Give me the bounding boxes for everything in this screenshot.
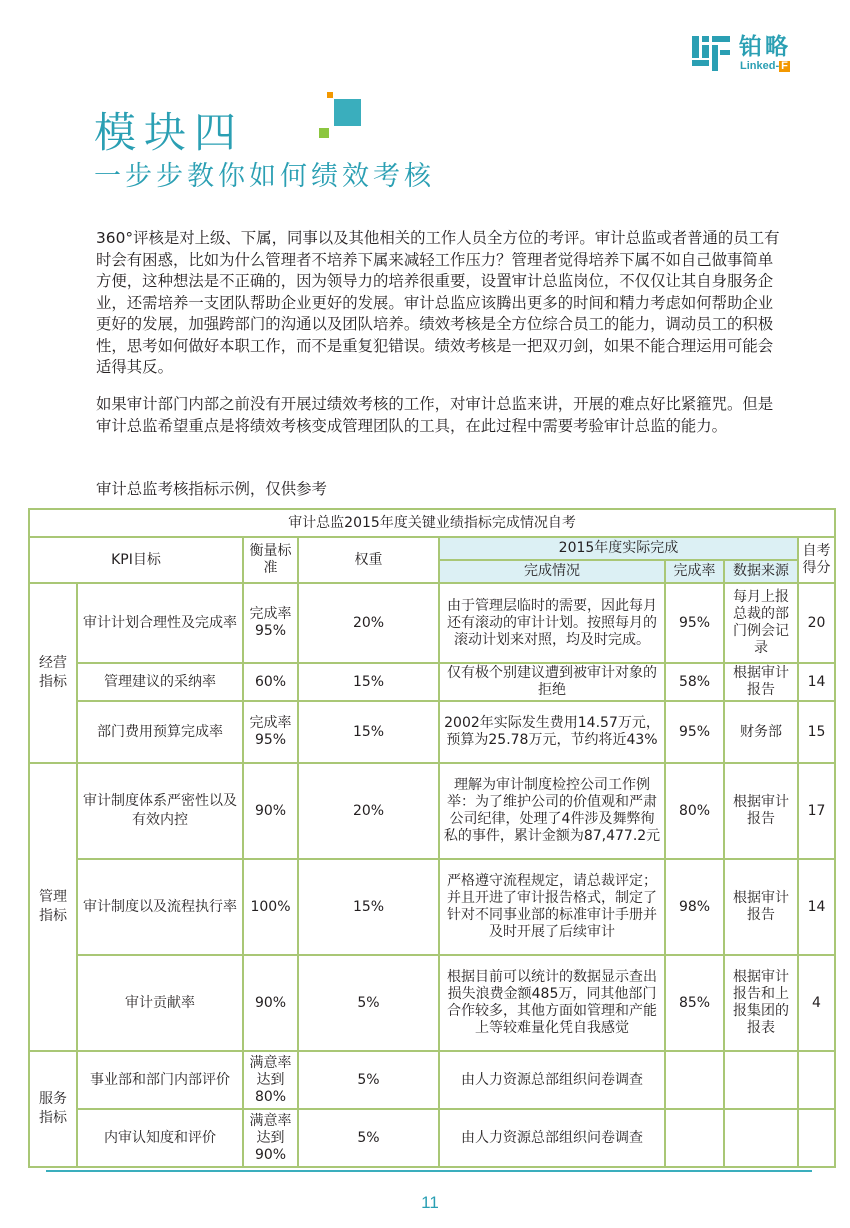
page-subtitle: 一步步教你如何绩效考核 xyxy=(94,161,435,192)
brand-logo xyxy=(692,34,812,74)
page-number: 11 xyxy=(421,1193,439,1212)
kpi-score xyxy=(798,1109,835,1167)
kpi-status: 理解为审计制度检控公司工作例举：为了维护公司的价值观和严肃公司纪律，处理了4件涉及舞弊徇私的事件，累计金额为87,477.2元 xyxy=(439,763,665,859)
kpi-source: 每月上报总裁的部门例会记录 xyxy=(724,583,798,663)
kpi-rate: 85% xyxy=(665,955,724,1051)
table-row xyxy=(29,955,835,1051)
kpi-score: 4 xyxy=(798,955,835,1051)
kpi-target: 审计计划合理性及完成率 xyxy=(77,583,243,663)
deco-square-large xyxy=(334,99,361,126)
kpi-weight: 15% xyxy=(298,701,439,763)
kpi-status: 由人力资源总部组织问卷调查 xyxy=(439,1051,665,1109)
kpi-standard: 完成率95% xyxy=(243,583,298,663)
kpi-source xyxy=(724,1051,798,1109)
header-kpi: KPI目标 xyxy=(29,537,243,583)
kpi-rate xyxy=(665,1051,724,1109)
table-title-row xyxy=(29,509,835,537)
header-self-score: 自考得分 xyxy=(798,537,835,583)
table-row xyxy=(29,763,835,859)
kpi-score: 15 xyxy=(798,701,835,763)
kpi-rate: 95% xyxy=(665,583,724,663)
deco-square-small-top xyxy=(327,92,333,98)
table-caption: 审计总监考核指标示例，仅供参考 xyxy=(96,480,327,498)
kpi-status: 由于管理层临时的需要，因此每月还有滚动的审计计划。按照每月的滚动计划来对照，均及时完成。 xyxy=(439,583,665,663)
table-row xyxy=(29,1051,835,1109)
kpi-standard: 90% xyxy=(243,955,298,1051)
kpi-target: 内审认知度和评价 xyxy=(77,1109,243,1167)
table-row xyxy=(29,1109,835,1167)
kpi-weight: 15% xyxy=(298,859,439,955)
kpi-target: 审计制度以及流程执行率 xyxy=(77,859,243,955)
kpi-rate: 58% xyxy=(665,663,724,701)
kpi-source: 根据审计报告和上报集团的报表 xyxy=(724,955,798,1051)
kpi-standard: 满意率达到90% xyxy=(243,1109,298,1167)
kpi-status: 根据目前可以统计的数据显示查出损失浪费金额485万，同其他部门合作较多，其他方面如管理和产能上等较难量化凭自我感觉 xyxy=(439,955,665,1051)
group-label: 经营指标 xyxy=(29,583,77,763)
kpi-status: 2002年实际发生费用14.57万元，预算为25.78万元，节约将近43% xyxy=(439,701,665,763)
kpi-source xyxy=(724,1109,798,1167)
kpi-target: 审计贡献率 xyxy=(77,955,243,1051)
kpi-standard: 完成率95% xyxy=(243,701,298,763)
logo-name: 铂略 xyxy=(739,34,791,60)
body-paragraph-2: 如果审计部门内部之前没有开展过绩效考核的工作，对审计总监来讲，开展的难点好比紧箍咒。但是审计总监希望重点是将绩效考核变成管理团队的工具，在此过程中需要考验审计总监的能力。 xyxy=(96,395,774,435)
kpi-table xyxy=(28,508,836,1168)
kpi-standard: 满意率达到80% xyxy=(243,1051,298,1109)
kpi-score xyxy=(798,1051,835,1109)
kpi-rate: 80% xyxy=(665,763,724,859)
kpi-source: 根据审计报告 xyxy=(724,663,798,701)
kpi-score: 17 xyxy=(798,763,835,859)
kpi-source: 财务部 xyxy=(724,701,798,763)
kpi-standard: 100% xyxy=(243,859,298,955)
kpi-standard: 60% xyxy=(243,663,298,701)
page-title: 模块四 xyxy=(94,108,245,157)
kpi-status: 由人力资源总部组织问卷调查 xyxy=(439,1109,665,1167)
kpi-status: 严格遵守流程规定，请总裁评定；并且开进了审计报告格式，制定了针对不同事业部的标准审计手册并及时开展了后续审计 xyxy=(439,859,665,955)
kpi-score: 14 xyxy=(798,663,835,701)
kpi-source: 根据审计报告 xyxy=(724,763,798,859)
logo-mark-icon xyxy=(692,34,732,72)
header-weight: 权重 xyxy=(298,537,439,583)
kpi-target: 事业部和部门内部评价 xyxy=(77,1051,243,1109)
kpi-score: 14 xyxy=(798,859,835,955)
table-row xyxy=(29,701,835,763)
header-completion-status: 完成情况 xyxy=(439,560,665,583)
group-label: 管理指标 xyxy=(29,763,77,1051)
logo-sub-highlight: F xyxy=(781,60,788,72)
table-title: 审计总监2015年度关键业绩指标完成情况自考 xyxy=(29,509,835,537)
kpi-rate: 95% xyxy=(665,701,724,763)
kpi-source: 根据审计报告 xyxy=(724,859,798,955)
header-standard: 衡量标准 xyxy=(243,537,298,583)
table-row xyxy=(29,663,835,701)
table-header-row xyxy=(29,537,835,560)
kpi-target: 部门费用预算完成率 xyxy=(77,701,243,763)
kpi-weight: 15% xyxy=(298,663,439,701)
kpi-weight: 5% xyxy=(298,955,439,1051)
header-completion-rate: 完成率 xyxy=(665,560,724,583)
logo-sub-prefix: Linked- xyxy=(740,60,780,72)
footer-divider xyxy=(46,1170,812,1172)
header-data-source: 数据来源 xyxy=(724,560,798,583)
kpi-weight: 5% xyxy=(298,1051,439,1109)
group-label: 服务指标 xyxy=(29,1051,77,1167)
kpi-weight: 5% xyxy=(298,1109,439,1167)
kpi-standard: 90% xyxy=(243,763,298,859)
table-row xyxy=(29,859,835,955)
body-paragraph-1: 360°评核是对上级、下属，同事以及其他相关的工作人员全方位的考评。审计总监或者普通的员工有时会有困惑，比如为什么管理者不培养下属来减轻工作压力？管理者觉得培养下属不如自己做事简单方便，这种想法是不正确的，因为领导力的培养很重要，设置审计总监岗位，不仅仅让其自身服务企业，还需培养一支团队帮助企业更好的发展。审计总监应该腾出更多的时间和精力考虑如何帮助企业更好的发展，加强跨部门的沟通以及团队培养。绩效考核是全方位综合员工的能力，调动员工的积极性，思考如何做好本职工作，而不是重复犯错误。绩效考核是一把双刃剑，如果不能合理运用可能会适得其反。 xyxy=(96,229,780,376)
kpi-rate xyxy=(665,1109,724,1167)
kpi-status: 仅有极个别建议遭到被审计对象的拒绝 xyxy=(439,663,665,701)
kpi-target: 管理建议的采纳率 xyxy=(77,663,243,701)
kpi-rate: 98% xyxy=(665,859,724,955)
table-row xyxy=(29,583,835,663)
kpi-target: 审计制度体系严密性以及有效内控 xyxy=(77,763,243,859)
kpi-weight: 20% xyxy=(298,763,439,859)
deco-square-small-bottom xyxy=(319,128,329,138)
kpi-score: 20 xyxy=(798,583,835,663)
header-actual-group: 2015年度实际完成 xyxy=(439,537,798,560)
kpi-weight: 20% xyxy=(298,583,439,663)
logo-subtitle xyxy=(740,59,790,73)
